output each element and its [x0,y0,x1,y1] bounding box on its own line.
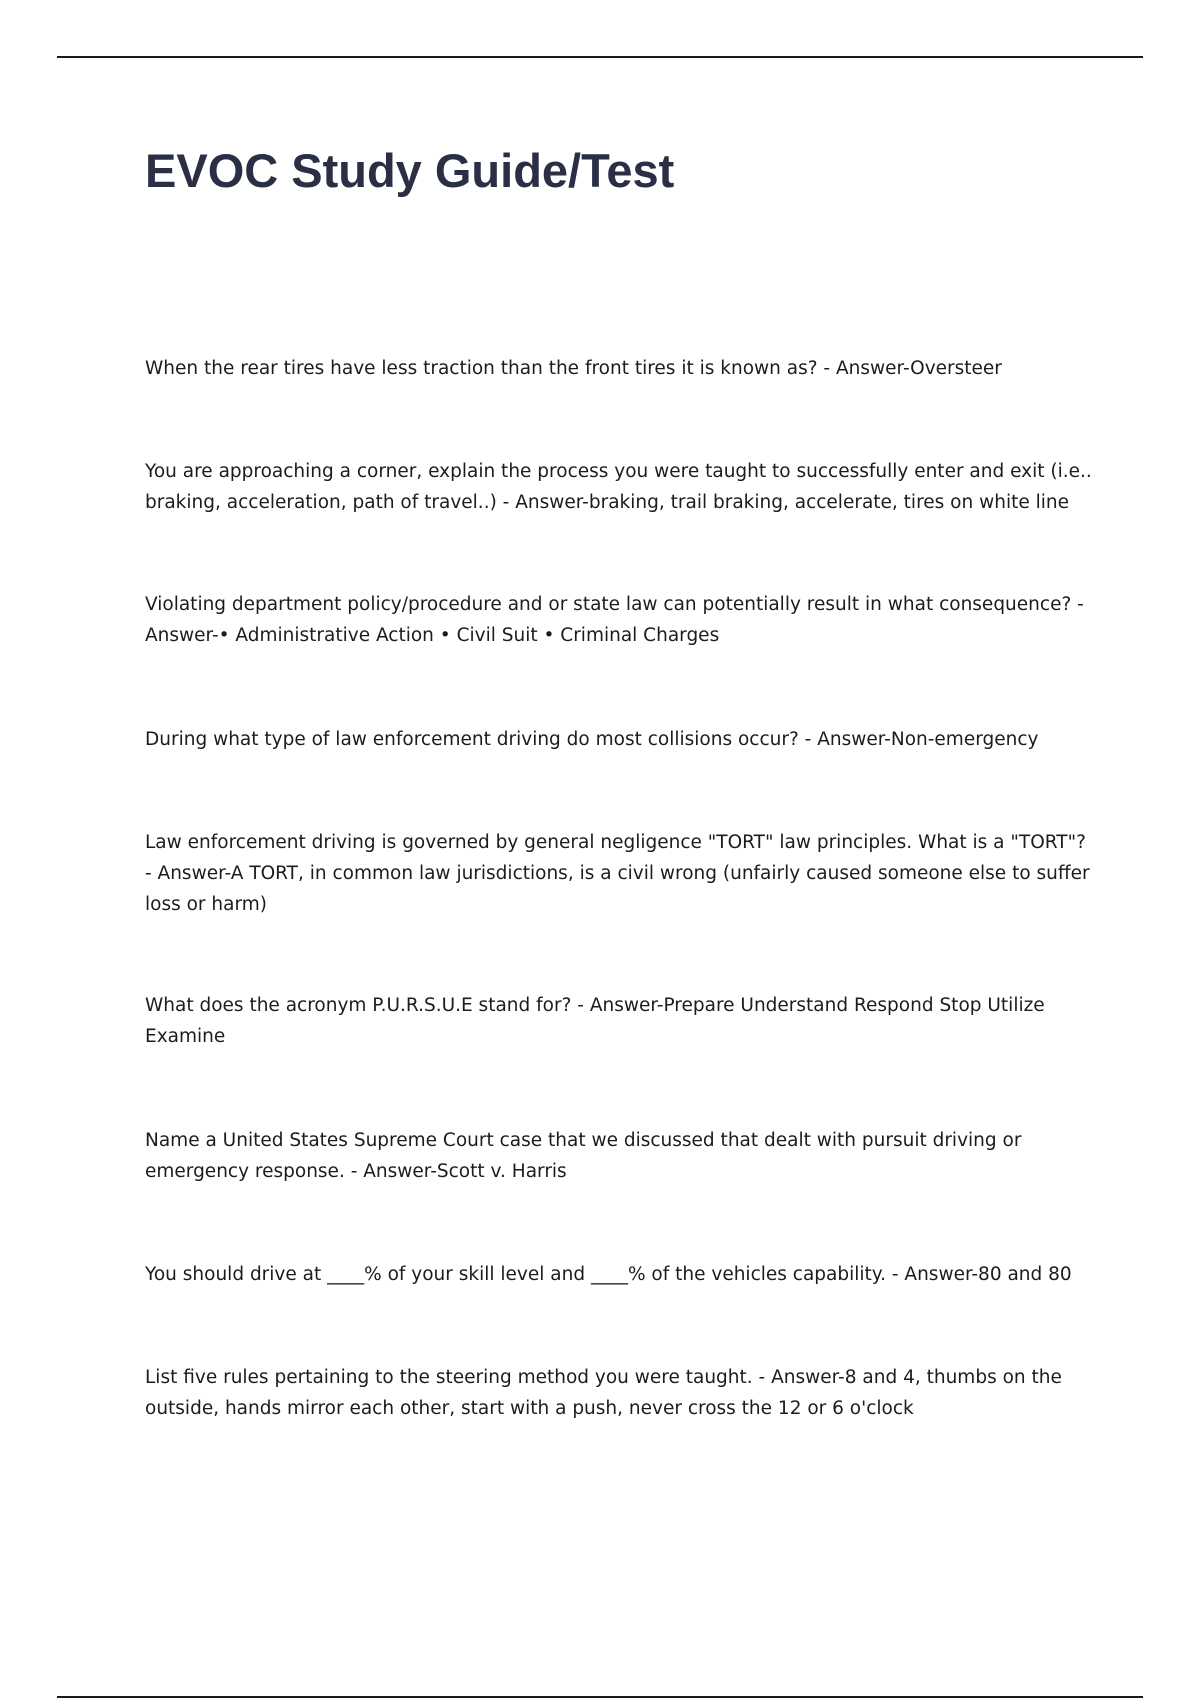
top-rule [57,56,1143,58]
question-answer-3: Violating department policy/procedure and or state law can potentially result in what consequence? - Answer-• Administrative Action • Civil Suit • Criminal Charges [145,594,1084,646]
question-answer-1: When the rear tires have less traction than the front tires it is known as? - Answer-Oversteer [145,358,1002,379]
question-answer-5: Law enforcement driving is governed by general negligence "TORT" law principles. What is a "TORT"? - Answer-A TORT, in common law jurisdictions, is a civil wrong (unfairly caused someone else to suffer loss or harm) [145,832,1090,915]
question-answer-6: What does the acronym P.U.R.S.U.E stand for? - Answer-Prepare Understand Respond Stop Utilize Examine [145,995,1045,1047]
bottom-rule [57,1696,1143,1698]
question-answer-7: Name a United States Supreme Court case that we discussed that dealt with pursuit driving or emergency response. - Answer-Scott v. Harris [145,1130,1022,1182]
question-answer-2: You are approaching a corner, explain the process you were taught to successfully enter and exit (i.e.. braking, acceleration, path of travel..) - Answer-braking, trail braking, accelerate, tires on white line [145,461,1092,513]
question-answer-4: During what type of law enforcement driving do most collisions occur? - Answer-Non-emergency [145,729,1039,750]
question-answer-8: You should drive at ____% of your skill level and ____% of the vehicles capability. - Answer-80 and 80 [145,1264,1072,1285]
document-title: EVOC Study Guide/Test [145,144,675,197]
question-answer-9: List five rules pertaining to the steering method you were taught. - Answer-8 and 4, thumbs on the outside, hands mirror each other, start with a push, never cross the 12 or 6 o'clock [145,1367,1062,1419]
